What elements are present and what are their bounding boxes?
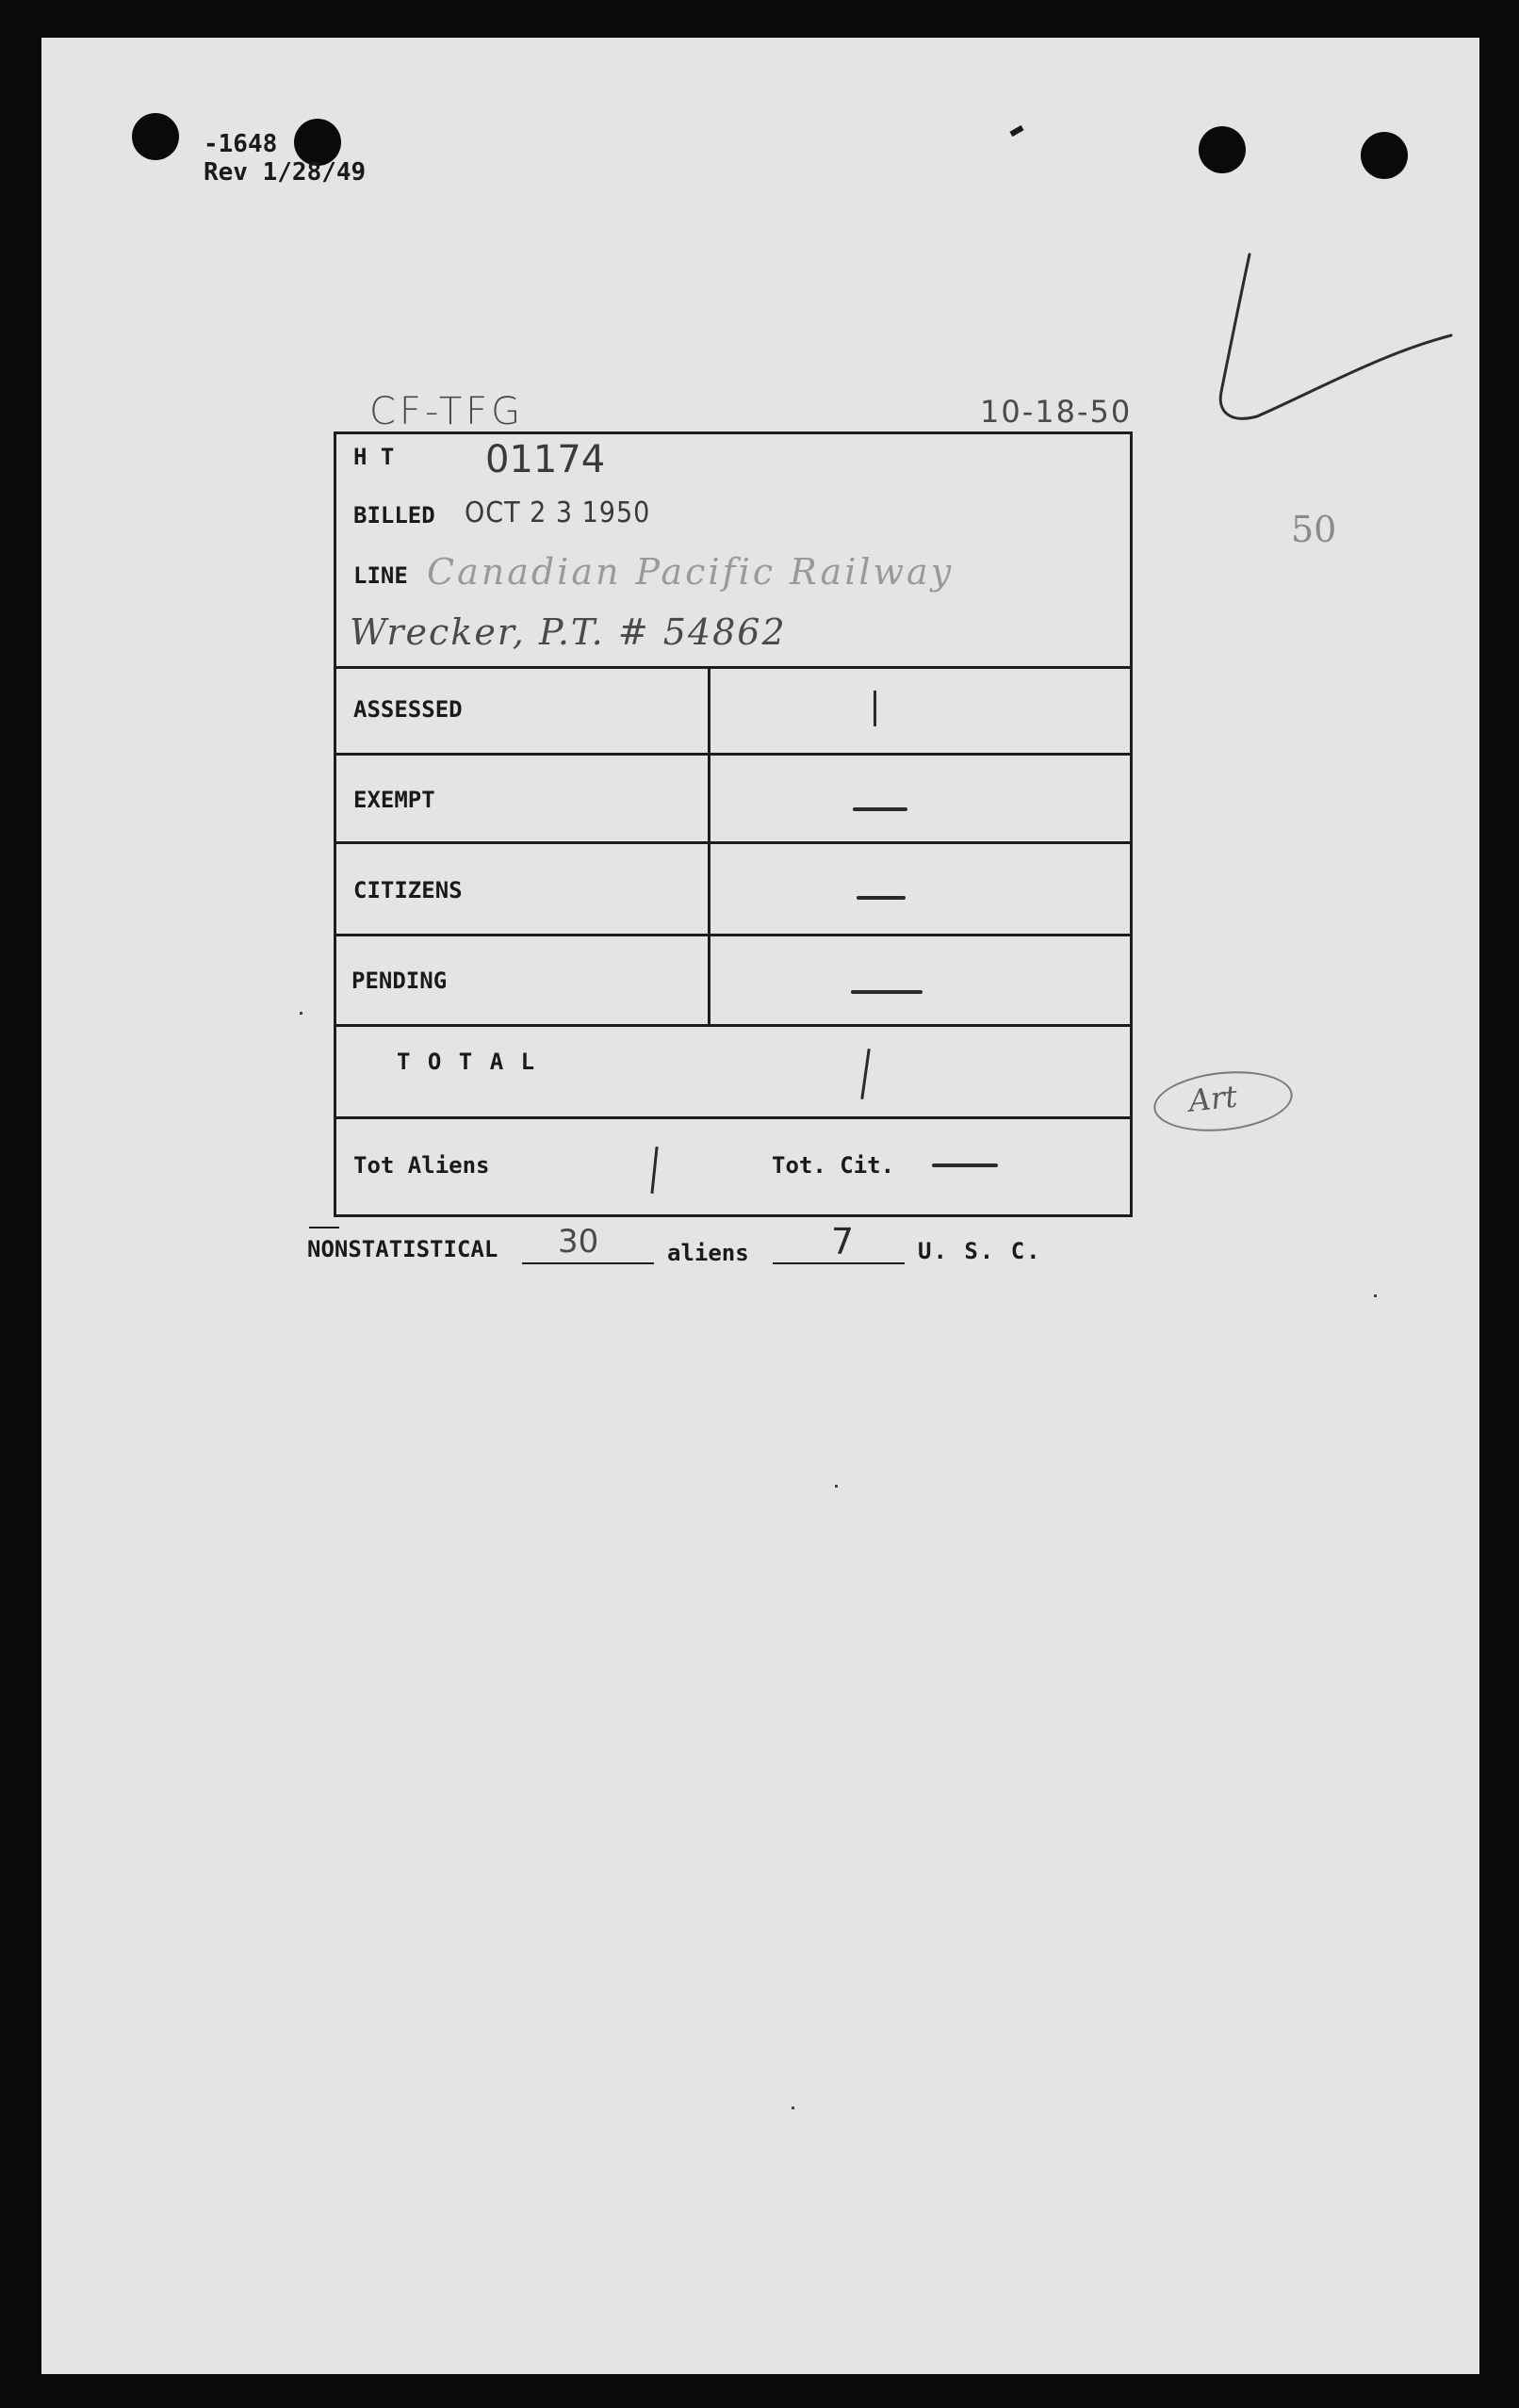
divider-row-5 xyxy=(336,1116,1130,1119)
divider-column xyxy=(708,666,710,1027)
total-value-mark xyxy=(860,1049,870,1099)
stray-dot-3 xyxy=(792,2107,794,2109)
nonstatistical-value: 30 xyxy=(558,1223,599,1261)
initials: Art xyxy=(1186,1078,1239,1119)
divider-top-section xyxy=(336,666,1130,669)
pending-label: PENDING xyxy=(351,968,448,994)
tot-cit-label: Tot. Cit. xyxy=(772,1152,895,1179)
page-number: 50 xyxy=(1291,509,1337,550)
stray-mark xyxy=(1009,125,1023,137)
billed-label: BILLED xyxy=(353,502,435,529)
aliens-value: 7 xyxy=(831,1221,855,1262)
line-value-2: Wrecker, P.T. # 54862 xyxy=(350,611,787,653)
stray-dot-4 xyxy=(835,1485,838,1488)
billed-stamp: OCT 2 3 1950 xyxy=(465,496,651,529)
tot-cit-value-mark xyxy=(932,1163,998,1167)
assessment-card xyxy=(334,431,1133,1217)
aliens-blank xyxy=(773,1262,905,1264)
ht-label: H T xyxy=(353,444,395,470)
form-number-block xyxy=(162,130,366,187)
footer-rule xyxy=(309,1227,339,1228)
checkmark-icon xyxy=(1172,251,1455,448)
assessed-label: ASSESSED xyxy=(353,696,463,723)
stray-dot-1 xyxy=(300,1012,302,1015)
header-date: 10-18-50 xyxy=(980,394,1133,430)
assessed-value-mark xyxy=(874,691,876,726)
divider-row-2 xyxy=(336,841,1130,844)
citizens-value-mark xyxy=(857,896,906,900)
aliens-label: aliens xyxy=(667,1240,749,1266)
punch-hole-right-1 xyxy=(1199,126,1246,173)
exempt-value-mark xyxy=(853,807,907,811)
ht-value: 01174 xyxy=(485,438,606,481)
pending-value-mark xyxy=(851,990,923,994)
divider-row-4 xyxy=(336,1024,1130,1027)
document-page xyxy=(41,38,1479,2374)
divider-row-1 xyxy=(336,753,1130,756)
initials-stamp xyxy=(1151,1065,1296,1137)
stray-dot-2 xyxy=(1374,1294,1377,1297)
tot-aliens-label: Tot Aliens xyxy=(353,1152,490,1179)
citizens-label: CITIZENS xyxy=(353,877,463,903)
usc-label: U. S. C. xyxy=(918,1238,1042,1264)
file-code: CF-TFG xyxy=(369,390,525,433)
form-revision: Rev 1/28/49 xyxy=(204,158,367,187)
tot-aliens-value-mark xyxy=(650,1147,658,1194)
line-value: Canadian Pacific Railway xyxy=(427,551,955,593)
nonstatistical-blank xyxy=(522,1262,654,1264)
total-label: T O T A L xyxy=(397,1049,537,1075)
exempt-label: EXEMPT xyxy=(353,787,435,813)
punch-hole-right-2 xyxy=(1361,132,1408,179)
divider-row-3 xyxy=(336,934,1130,936)
line-label: LINE xyxy=(353,562,408,589)
nonstatistical-label: NONSTATISTICAL xyxy=(307,1236,498,1262)
form-number: -1648 xyxy=(204,130,278,158)
